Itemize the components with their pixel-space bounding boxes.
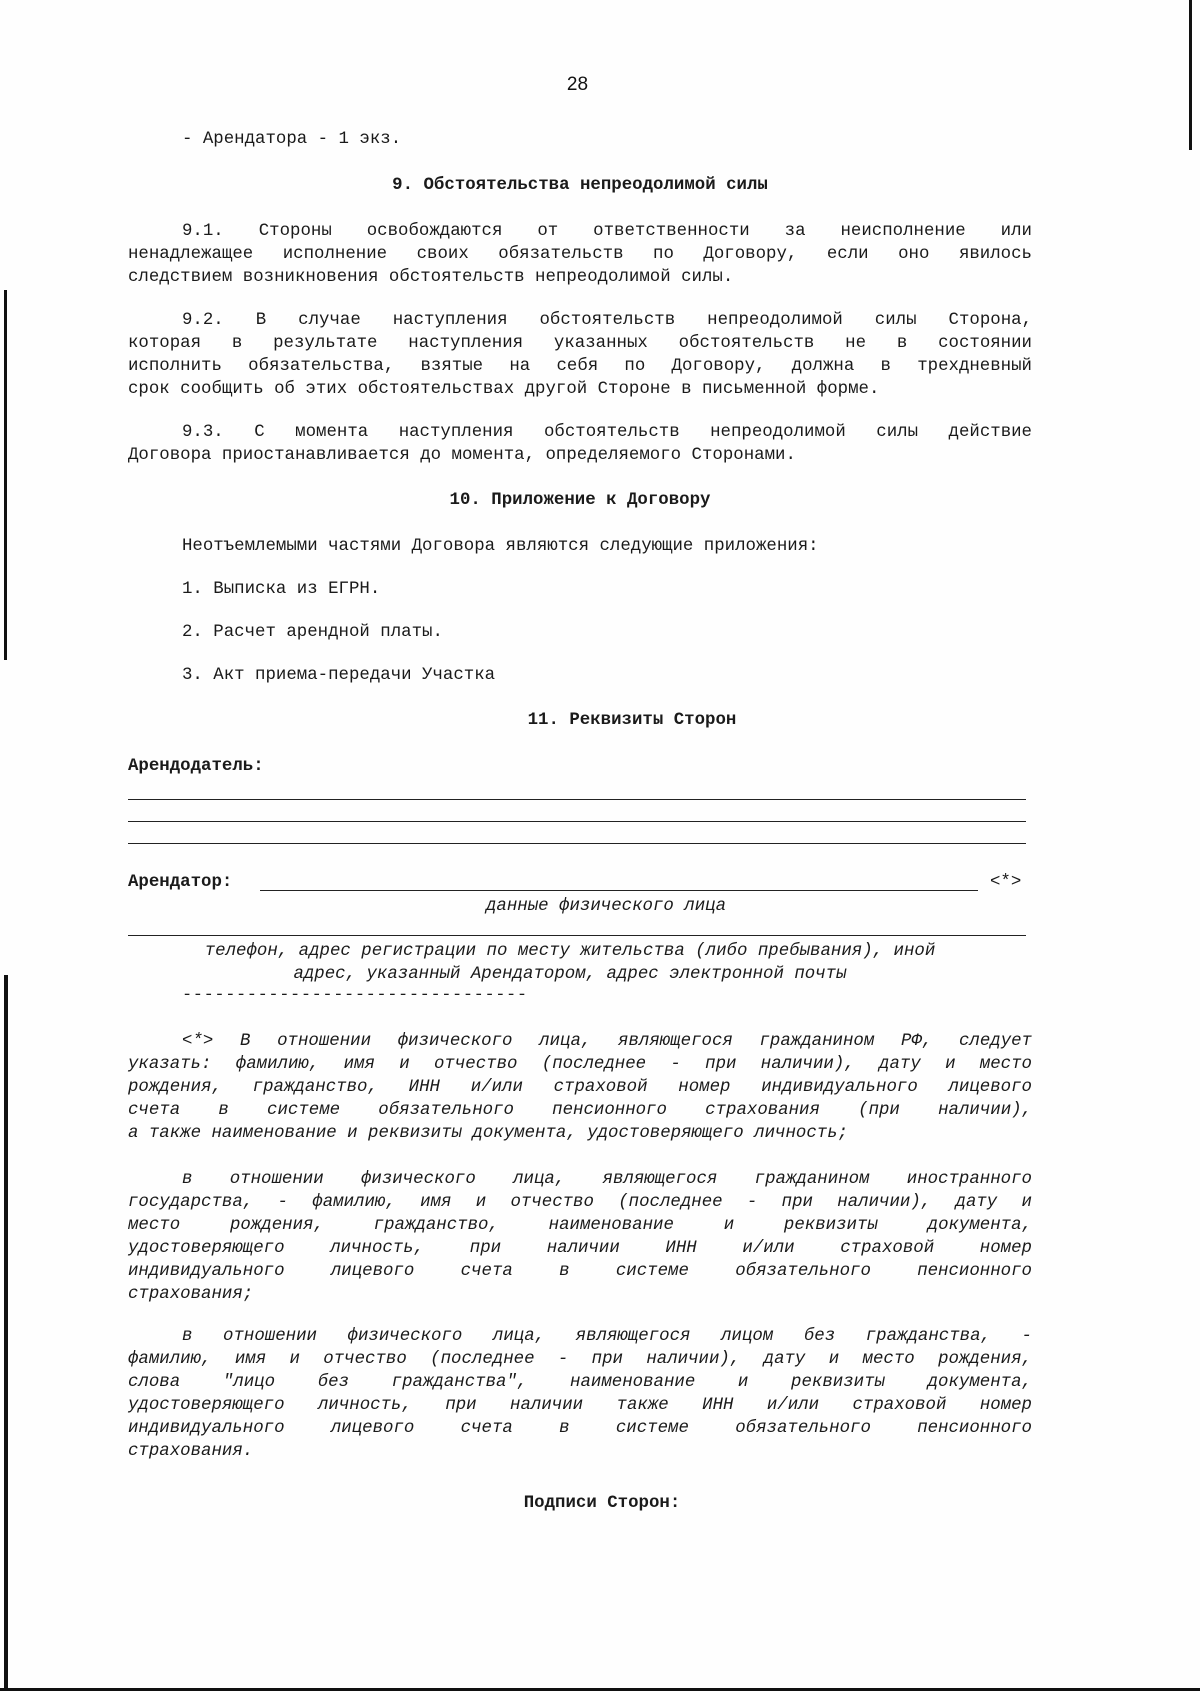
footnote-line: фамилию, имя и отчество (последнее - при наличии), дату и место рождения, <box>128 1350 1032 1369</box>
annex-item: 1. Выписка из ЕГРН. <box>182 580 381 599</box>
footnote-line: в отношении физического лица, являющегося лицом без гражданства, - <box>182 1327 1032 1346</box>
footnote-line: страхования. <box>128 1442 254 1461</box>
scan-edge-right <box>1189 0 1192 150</box>
landlord-blank-line <box>128 843 1026 844</box>
section-10-heading: 10. Приложение к Договору <box>449 491 711 510</box>
footnote-line: рождения, гражданство, ИНН и/или страховой номер индивидуального лицевого <box>128 1078 1032 1097</box>
paragraph-line: следствием возникновения обстоятельств непреодолимой силы. <box>128 268 734 287</box>
footnote-separator: -------------------------------- <box>182 986 528 1005</box>
footnote-line: указать: фамилию, имя и отчество (последнее - при наличии), дату и место <box>128 1055 1032 1074</box>
contact-caption: адрес, указанный Арендатором, адрес электронной почты <box>293 965 847 984</box>
signatures-heading: Подписи Сторон: <box>523 1494 681 1513</box>
footnote-line: слова "лицо без гражданства", наименование и реквизиты документа, <box>128 1373 1032 1392</box>
footnote-line: индивидуального лицевого счета в системе обязательного пенсионного <box>128 1419 1032 1438</box>
tenant-footnote-mark: <*> <box>990 873 1022 892</box>
contact-caption: телефон, адрес регистрации по месту жительства (либо пребывания), иной <box>204 942 936 961</box>
footnote-line: а также наименование и реквизиты документа, удостоверяющего личность; <box>128 1124 849 1143</box>
scan-edge-left-upper <box>4 290 7 660</box>
footnote-line: индивидуального лицевого счета в системе обязательного пенсионного <box>128 1262 1032 1281</box>
scan-edge-left-lower <box>4 975 8 1691</box>
footnote-line: государства, - фамилию, имя и отчество (последнее - при наличии), дату и <box>128 1193 1032 1212</box>
contact-blank-line <box>128 935 1026 936</box>
footnote-line: в отношении физического лица, являющегося гражданином иностранного <box>182 1170 1032 1189</box>
annex-item: 3. Акт приема-передачи Участка <box>182 666 496 685</box>
footnote-line: удостоверяющего личность, при наличии ИНН и/или страховой номер <box>128 1239 1032 1258</box>
landlord-blank-line <box>128 799 1026 800</box>
tenant-label: Арендатор: <box>128 873 233 892</box>
paragraph-line: 9.2. В случае наступления обстоятельств непреодолимой силы Сторона, <box>182 311 1032 330</box>
footnote-line: <*> В отношении физического лица, являющегося гражданином РФ, следует <box>182 1032 1032 1051</box>
footnote-line: страхования; <box>128 1285 254 1304</box>
paragraph-line: Договора приостанавливается до момента, определяемого Сторонами. <box>128 446 796 465</box>
footnote-line: место рождения, гражданство, наименование и реквизиты документа, <box>128 1216 1032 1235</box>
annex-intro: Неотъемлемыми частями Договора являются следующие приложения: <box>182 537 819 556</box>
copies-line: - Арендатора - 1 экз. <box>182 130 402 149</box>
paragraph-line: 9.3. С момента наступления обстоятельств непреодолимой силы действие <box>182 423 1032 442</box>
paragraph-line: ненадлежащее исполнение своих обязательств по Договору, если оно явилось <box>128 245 1032 264</box>
tenant-blank-line <box>260 890 978 891</box>
page-number: 28 <box>566 74 589 95</box>
footnote-line: счета в системе обязательного пенсионного страхования (при наличии), <box>128 1101 1032 1120</box>
annex-item: 2. Расчет арендной платы. <box>182 623 443 642</box>
paragraph-line: 9.1. Стороны освобождаются от ответственности за неисполнение или <box>182 222 1032 241</box>
paragraph-line: которая в результате наступления указанных обстоятельств не в состоянии <box>128 334 1032 353</box>
tenant-caption: данные физического лица <box>486 897 727 916</box>
landlord-blank-line <box>128 821 1026 822</box>
paragraph-line: срок сообщить об этих обстоятельствах другой Стороне в письменной форме. <box>128 380 880 399</box>
paragraph-line: исполнить обязательства, взятые на себя по Договору, должна в трехдневный <box>128 357 1032 376</box>
section-11-heading: 11. Реквизиты Сторон <box>527 711 737 730</box>
landlord-label: Арендодатель: <box>128 757 264 776</box>
section-9-heading: 9. Обстоятельства непреодолимой силы <box>392 176 768 195</box>
footnote-line: удостоверяющего личность, при наличии также ИНН и/или страховой номер <box>128 1396 1032 1415</box>
